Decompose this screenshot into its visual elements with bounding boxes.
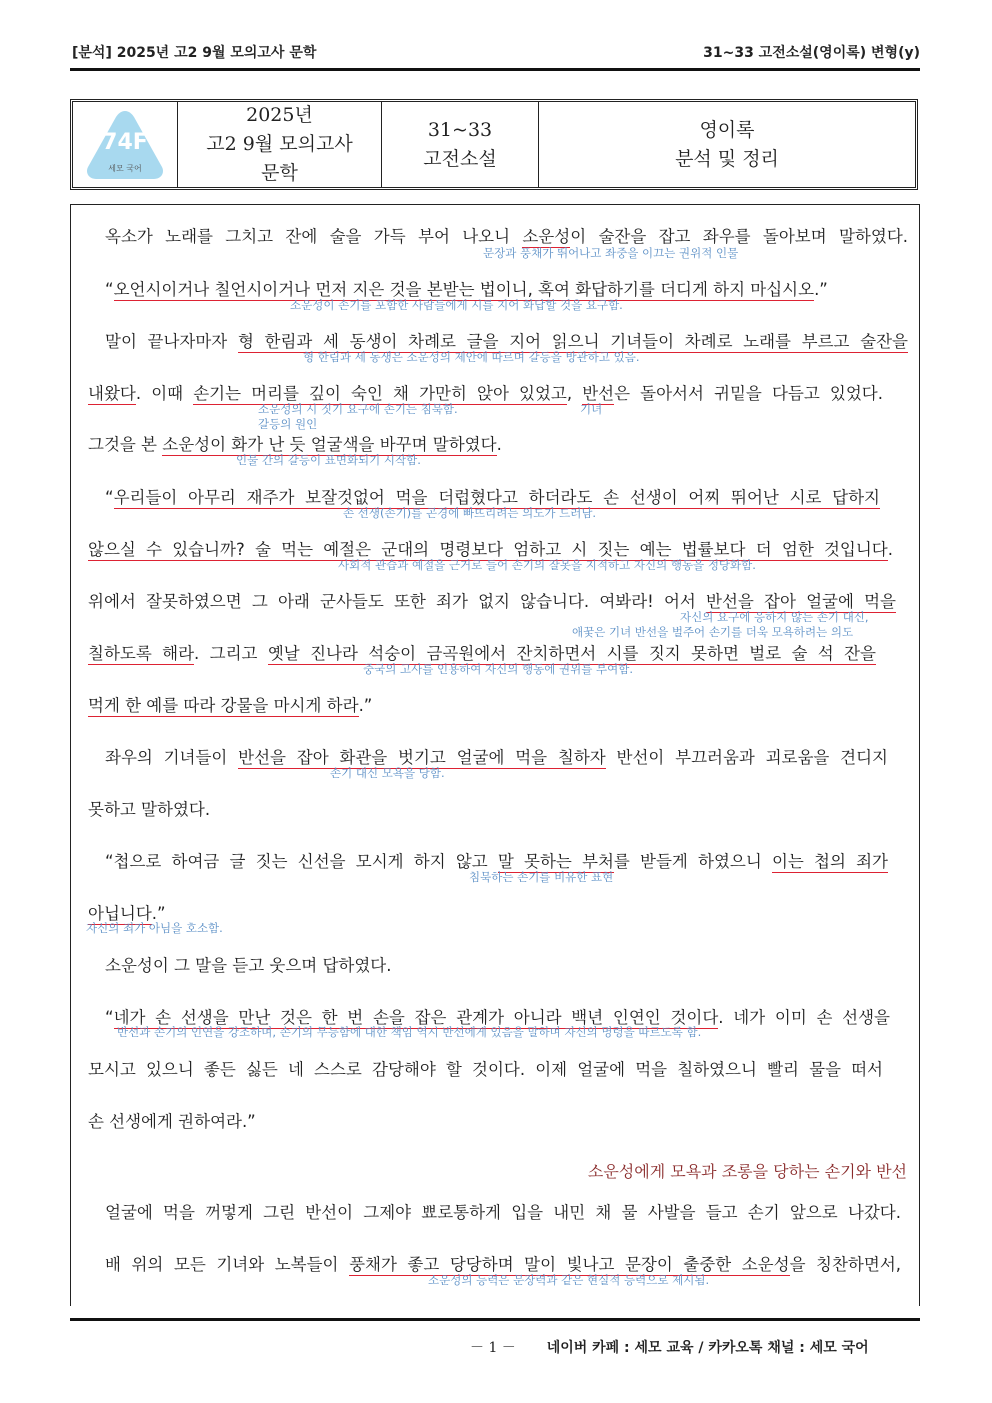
question-range: 31~33 (427, 118, 493, 141)
annotation: 갈등의 원인 (258, 417, 318, 431)
underlined-text: 아닙니다 (88, 904, 152, 923)
top-rule (70, 68, 920, 71)
annotation: 자신의 죄가 아님을 호소함. (86, 921, 223, 935)
annotation: 손 선생(손기)를 곤경에 빠뜨리려는 의도가 드러남. (343, 506, 597, 520)
exam-name: 고2 9월 모의고사 (206, 133, 353, 155)
footer (470, 1337, 869, 1357)
passage-text: 은 돌아서서 귀밑을 다듬고 있었다. (614, 384, 883, 403)
annotation: 중국의 고사를 인용하여 자신의 행동에 권위를 부여함. (363, 662, 633, 676)
passage-line (88, 692, 906, 716)
passage-text: 를 받들게 하였으니 (613, 852, 772, 871)
passage-line: 손 선생에게 권하여라.” (88, 1112, 256, 1131)
underlined-text: 먹게 한 예를 따라 강물을 마시게 하라 (88, 696, 359, 715)
passage-line (105, 744, 888, 768)
passage-text: “ (105, 488, 114, 507)
logo-cell (73, 102, 178, 187)
passage-text: .” (814, 280, 828, 299)
annotation: 손기 대신 모욕을 당함. (330, 766, 445, 780)
underlined-text: 칠하도록 해라 (88, 644, 195, 663)
question-range-cell (382, 102, 539, 187)
genre: 고전소설 (423, 147, 497, 170)
underlined-text: 않으실 수 있습니까? (88, 540, 245, 559)
passage-line: 얼굴에 먹을 꺼멓게 그린 반선이 그제야 뾰로통하게 입을 내민 채 물 사발을 들고 손기 앞으로 나갔다. (105, 1203, 901, 1222)
underlined-text: 반선을 잡아 화관을 벗기고 얼굴에 먹을 칠하자 (238, 748, 606, 767)
passage-line: 소운성이 그 말을 듣고 웃으며 답하였다. (105, 956, 392, 975)
svg-text:74F: 74F (102, 129, 148, 155)
passage-text: 말이 끝나자마자 (105, 332, 238, 351)
annotation: 기녀 (580, 402, 603, 416)
work-title: 영이록 (699, 118, 755, 141)
underlined-text: 반선을 잡아 얼굴에 먹을 (706, 592, 897, 611)
passage-line (88, 380, 883, 404)
annotation: 소운성이 손기를 포함한 사람들에게 시를 지어 화답할 것을 요구함. (290, 298, 623, 312)
annotation: 애꿎은 기녀 반선을 벌주어 손기를 더욱 모욕하려는 의도 (572, 625, 854, 639)
passage-text: . (887, 540, 893, 559)
underlined-text: 형 한림과 세 동생이 차례로 글을 지어 읽으니 기녀들이 차례로 노래를 부르고 술잔을 (237, 332, 908, 351)
underlined-text: 소운성 (522, 227, 571, 246)
passage-text: 을 칭찬하면서, (789, 1255, 901, 1274)
passage-text: . 그리고 (194, 644, 268, 663)
annotation: 침묵하는 손기를 비유한 표현 (469, 870, 614, 884)
passage-text: 위에서 잘못하였으면 그 아래 군사들도 또한 죄가 없지 않습니다. 여봐라! 어서 (88, 592, 707, 611)
annotation: 사회적 관습과 예절을 근거로 들어 손기의 잘못을 지적하고 자신의 행동을 정당화함. (338, 558, 756, 572)
section-title: 소운성에게 모욕과 조롱을 당하는 손기와 반선 (587, 1162, 907, 1181)
passage-text: 좌우의 기녀들이 (105, 748, 239, 767)
work-subtitle: 분석 및 정리 (675, 147, 779, 170)
underlined-text: 말 못하는 부처 (497, 852, 614, 871)
annotation: 인물 간의 갈등이 표면화되기 시작함. (236, 453, 421, 467)
passage-text: 배 위의 모든 기녀와 노복들이 (105, 1255, 350, 1274)
svg-text:세모 국어: 세모 국어 (108, 163, 142, 173)
passage-text: 그것을 본 (88, 435, 163, 454)
underlined-text: 네가 손 선생을 만난 것은 한 번 손을 잡은 관계가 아니라 백년 인연인 것이다 (113, 1008, 719, 1027)
annotation: 소운성의 시 짓기 요구에 손기는 침묵함. (258, 402, 458, 416)
footer-text: 네이버 카페 : 세모 교육 / 카카오톡 채널 : 세모 국어 (546, 1340, 869, 1356)
passage-line: 못하고 말하였다. (88, 800, 211, 819)
annotation: 형 한림과 세 동생은 소운성의 제안에 따르며 갈등을 방관하고 있음. (303, 350, 640, 364)
underlined-text: 내왔다 (88, 384, 136, 403)
exam-subject: 문학 (261, 162, 298, 184)
underlined-text: 우리들이 아무리 재주가 보잘것없어 먹을 더럽혔다고 하더라도 손 선생이 어찌 뛰어난 시로 답하지 (113, 488, 880, 507)
annotation: 소운성의 능력은 문장력과 같은 현실적 능력으로 제시됨. (428, 1273, 710, 1287)
passage-text: 이 술잔을 잡고 좌우를 돌아보며 말하였다. (570, 227, 908, 246)
bottom-rule (70, 1318, 920, 1321)
passage-text: “ (105, 1008, 114, 1027)
annotation: 자신의 요구에 응하지 않는 손기 대신, (680, 610, 869, 624)
underlined-text: 손기는 머리를 깊이 숙인 채 가만히 앉아 있었고 (193, 384, 567, 403)
work-title-cell (539, 102, 915, 187)
underlined-text: 소운성이 화가 난 듯 얼굴색을 바꾸며 말하였다 (162, 435, 497, 454)
passage-line: 모시고 있으니 좋든 싫든 네 스스로 감당해야 할 것이다. 이제 얼굴에 먹을 칠하였으니 빨리 물을 떠서 (88, 1060, 883, 1079)
passage-text: . (496, 435, 502, 454)
annotation: 반선과 손기의 인연을 강조하며, 손기의 무능함에 대한 책임 역시 반선에게 있음을 말하며 자신의 명령을 따르도록 함. (117, 1025, 702, 1039)
passage-text: 옥소가 노래를 그치고 잔에 술을 가득 부어 나오니 (105, 227, 523, 246)
exam-year: 2025년 (246, 104, 313, 126)
underlined-text: 술 먹는 예절은 군대의 명령보다 엄하고 시 짓는 예는 법률보다 더 엄한 것입니다 (244, 540, 888, 559)
title-table (70, 99, 918, 190)
passage-text: . 이때 (135, 384, 194, 403)
passage-line (88, 431, 906, 455)
exam-info-cell (178, 102, 382, 187)
semo-logo (82, 105, 168, 185)
header-left: [분석] 2025년 고2 9월 모의고사 문학 (72, 45, 317, 61)
underlined-text: 오언시이거나 칠언시이거나 먼저 지은 것을 본받는 법이니, 혹여 화답하기를 더디게 하지 마십시오 (113, 280, 815, 299)
header-right: 31~33 고전소설(영이록) 변형(y) (703, 45, 920, 61)
passage-text: , (566, 384, 583, 403)
passage-text: . 네가 이미 손 선생을 (718, 1008, 890, 1027)
passage-text: .” (151, 904, 166, 923)
passage-text: 반선이 부끄러움과 괴로움을 견디지 (605, 748, 888, 767)
underlined-text: 풍채가 좋고 당당하며 말이 빛나고 문장이 출중한 소운성 (349, 1255, 790, 1274)
underlined-text: 이는 첩의 죄가 (771, 852, 888, 871)
page-number: － 1 － (470, 1340, 516, 1356)
passage-text: “ (105, 280, 114, 299)
annotation: 문장과 풍채가 뛰어나고 좌중을 이끄는 권위적 인물 (483, 246, 739, 260)
passage-text: “첩으로 하여금 글 짓는 신선을 모시게 하지 않고 (105, 852, 498, 871)
passage-text: .” (358, 696, 373, 715)
passage-line (105, 223, 908, 247)
underlined-text: 반선 (582, 384, 615, 403)
underlined-text: 옛날 진나라 석숭이 금곡원에서 잔치하면서 시를 짓지 못하면 벌로 술 석 잔을 (267, 644, 876, 663)
